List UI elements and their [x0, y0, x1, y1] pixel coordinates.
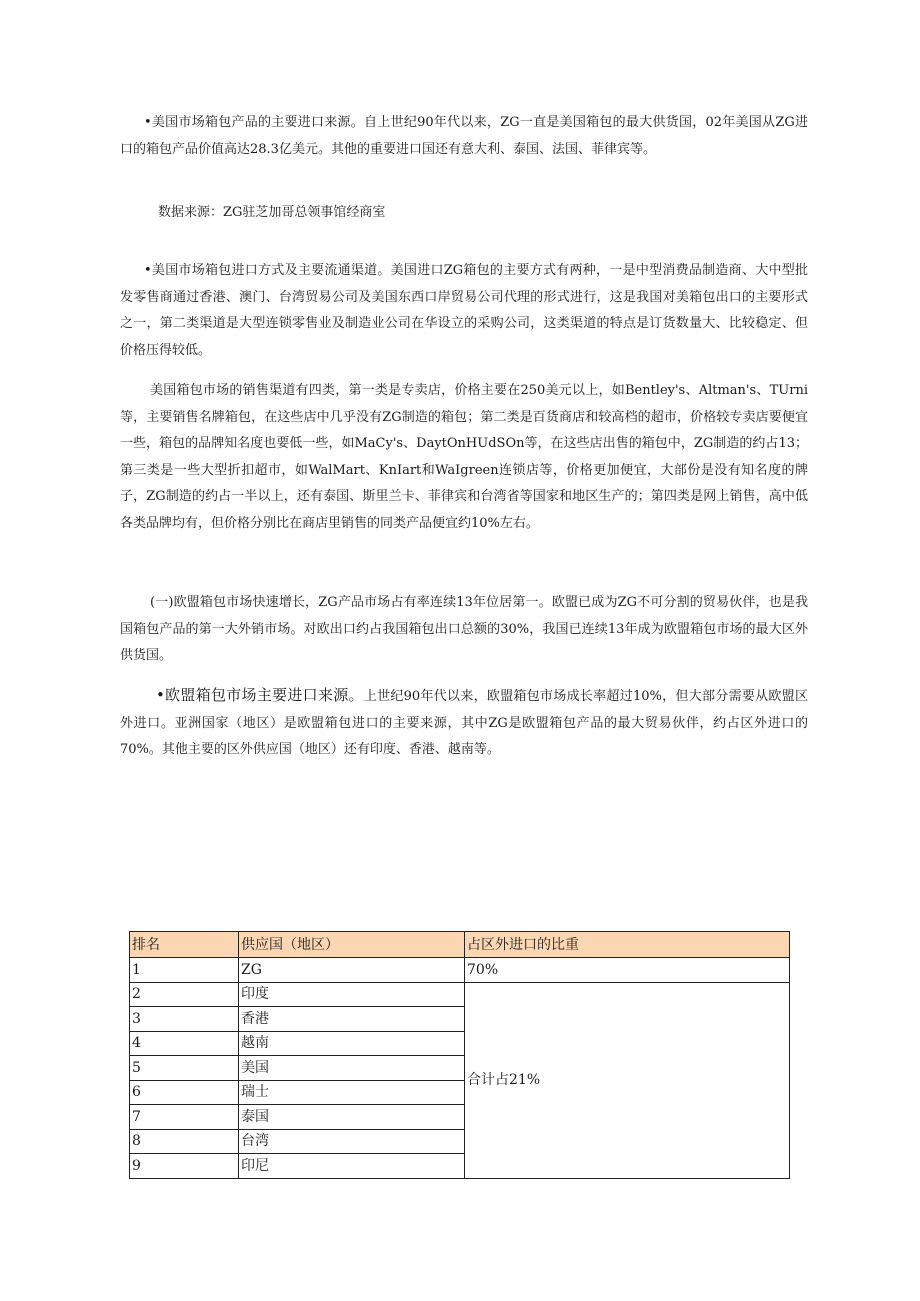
country-cell: 瑞士	[239, 1080, 465, 1105]
data-source-note: 数据来源：ZG驻芝加哥总领事馆经商室	[158, 205, 386, 220]
country-cell: 台湾	[239, 1129, 465, 1154]
rank-cell: 6	[130, 1080, 239, 1105]
paragraph-eu-market-growth: (一)欧盟箱包市场快速增长，ZG产品市场占有率连续13年位居第一。欧盟已成为ZG不可分割的贸易伙伴，也是我国箱包产品的第一大外销市场。对欧出口约占我国箱包出口总额的30%，我国已连续13年成为欧盟箱包市场的最大区外供货国。	[120, 595, 808, 663]
country-cell: ZG	[239, 958, 465, 983]
rank-cell: 7	[130, 1105, 239, 1130]
rank-cell: 2	[130, 982, 239, 1007]
rank-cell: 8	[130, 1129, 239, 1154]
header-rank: 排名	[130, 932, 239, 958]
table-header-row	[130, 932, 790, 958]
paragraph-us-sales-channels: 美国箱包市场的销售渠道有四类，第一类是专卖店，价格主要在250美元以上，如Bentley's、Altman's、TUrni等，主要销售名牌箱包，在这些店中几乎没有ZG制造的箱包；第二类是百货商店和较高档的超市，价格较专卖店要便宜一些，箱包的品牌知名度也要低一些，如MaCy's、DaytOnHUdSOn等，在这些店出售的箱包中，ZG制造的约占13；第三类是一些大型折扣超市，如WalMart、KnIart和WaIgreen连锁店等，价格更加便宜，大部份是没有知名度的牌子，ZG制造的约占一半以上，还有泰国、斯里兰卡、菲律宾和台湾省等国家和地区生产的；第四类是网上销售，高中低各类品牌均有，但价格分别比在商店里销售的同类产品便宜约10%左右。	[120, 383, 808, 531]
rank-cell: 4	[130, 1031, 239, 1056]
paragraph-us-import-sources: •美国市场箱包产品的主要进口来源。自上世纪90年代以来，ZG一直是美国箱包的最大供货国，02年美国从ZG进口的箱包产品价值高达28.3亿美元。其他的重要进口国还有意大利、泰国、法国、菲律宾等。	[120, 115, 808, 157]
supplier-ranking-table	[129, 931, 790, 1179]
rank-cell: 1	[130, 958, 239, 983]
rank-cell: 9	[130, 1154, 239, 1179]
country-cell: 香港	[239, 1007, 465, 1032]
table-row	[130, 958, 790, 983]
table-row	[130, 982, 790, 1007]
share-cell: 70%	[465, 958, 790, 983]
rank-cell: 3	[130, 1007, 239, 1032]
merged-share-cell: 合计占21%	[465, 982, 790, 1178]
country-cell: 美国	[239, 1056, 465, 1081]
paragraph-us-import-channels: •美国市场箱包进口方式及主要流通渠道。美国进口ZG箱包的主要方式有两种，一是中型消费品制造商、大中型批发零售商通过香港、澳门、台湾贸易公司及美国东西口岸贸易公司代理的形式进行，这是我国对美箱包出口的主要形式之一，第二类渠道是大型连锁零售业及制造业公司在华设立的采购公司，这类渠道的特点是订货数量大、比较稳定、但价格压得较低。	[120, 263, 808, 358]
header-country: 供应国（地区）	[239, 932, 465, 958]
country-cell: 印度	[239, 982, 465, 1007]
paragraph-lead: •欧盟箱包市场主要进口来源。	[156, 686, 364, 704]
paragraph-body: 上世纪90年代以来，欧盟箱包市场成长率超过10%，但大部分需要从欧盟区外进口。亚洲国家（地区）是欧盟箱包进口的主要来源，其中ZG是欧盟箱包产品的最大贸易伙伴，约占区外进口的70%。其他主要的区外供应国（地区）还有印度、香港、越南等。	[120, 689, 809, 757]
country-cell: 印尼	[239, 1154, 465, 1179]
paragraph-eu-import-sources	[120, 682, 808, 764]
country-cell: 越南	[239, 1031, 465, 1056]
country-cell: 泰国	[239, 1105, 465, 1130]
rank-cell: 5	[130, 1056, 239, 1081]
header-share: 占区外进口的比重	[465, 932, 790, 958]
